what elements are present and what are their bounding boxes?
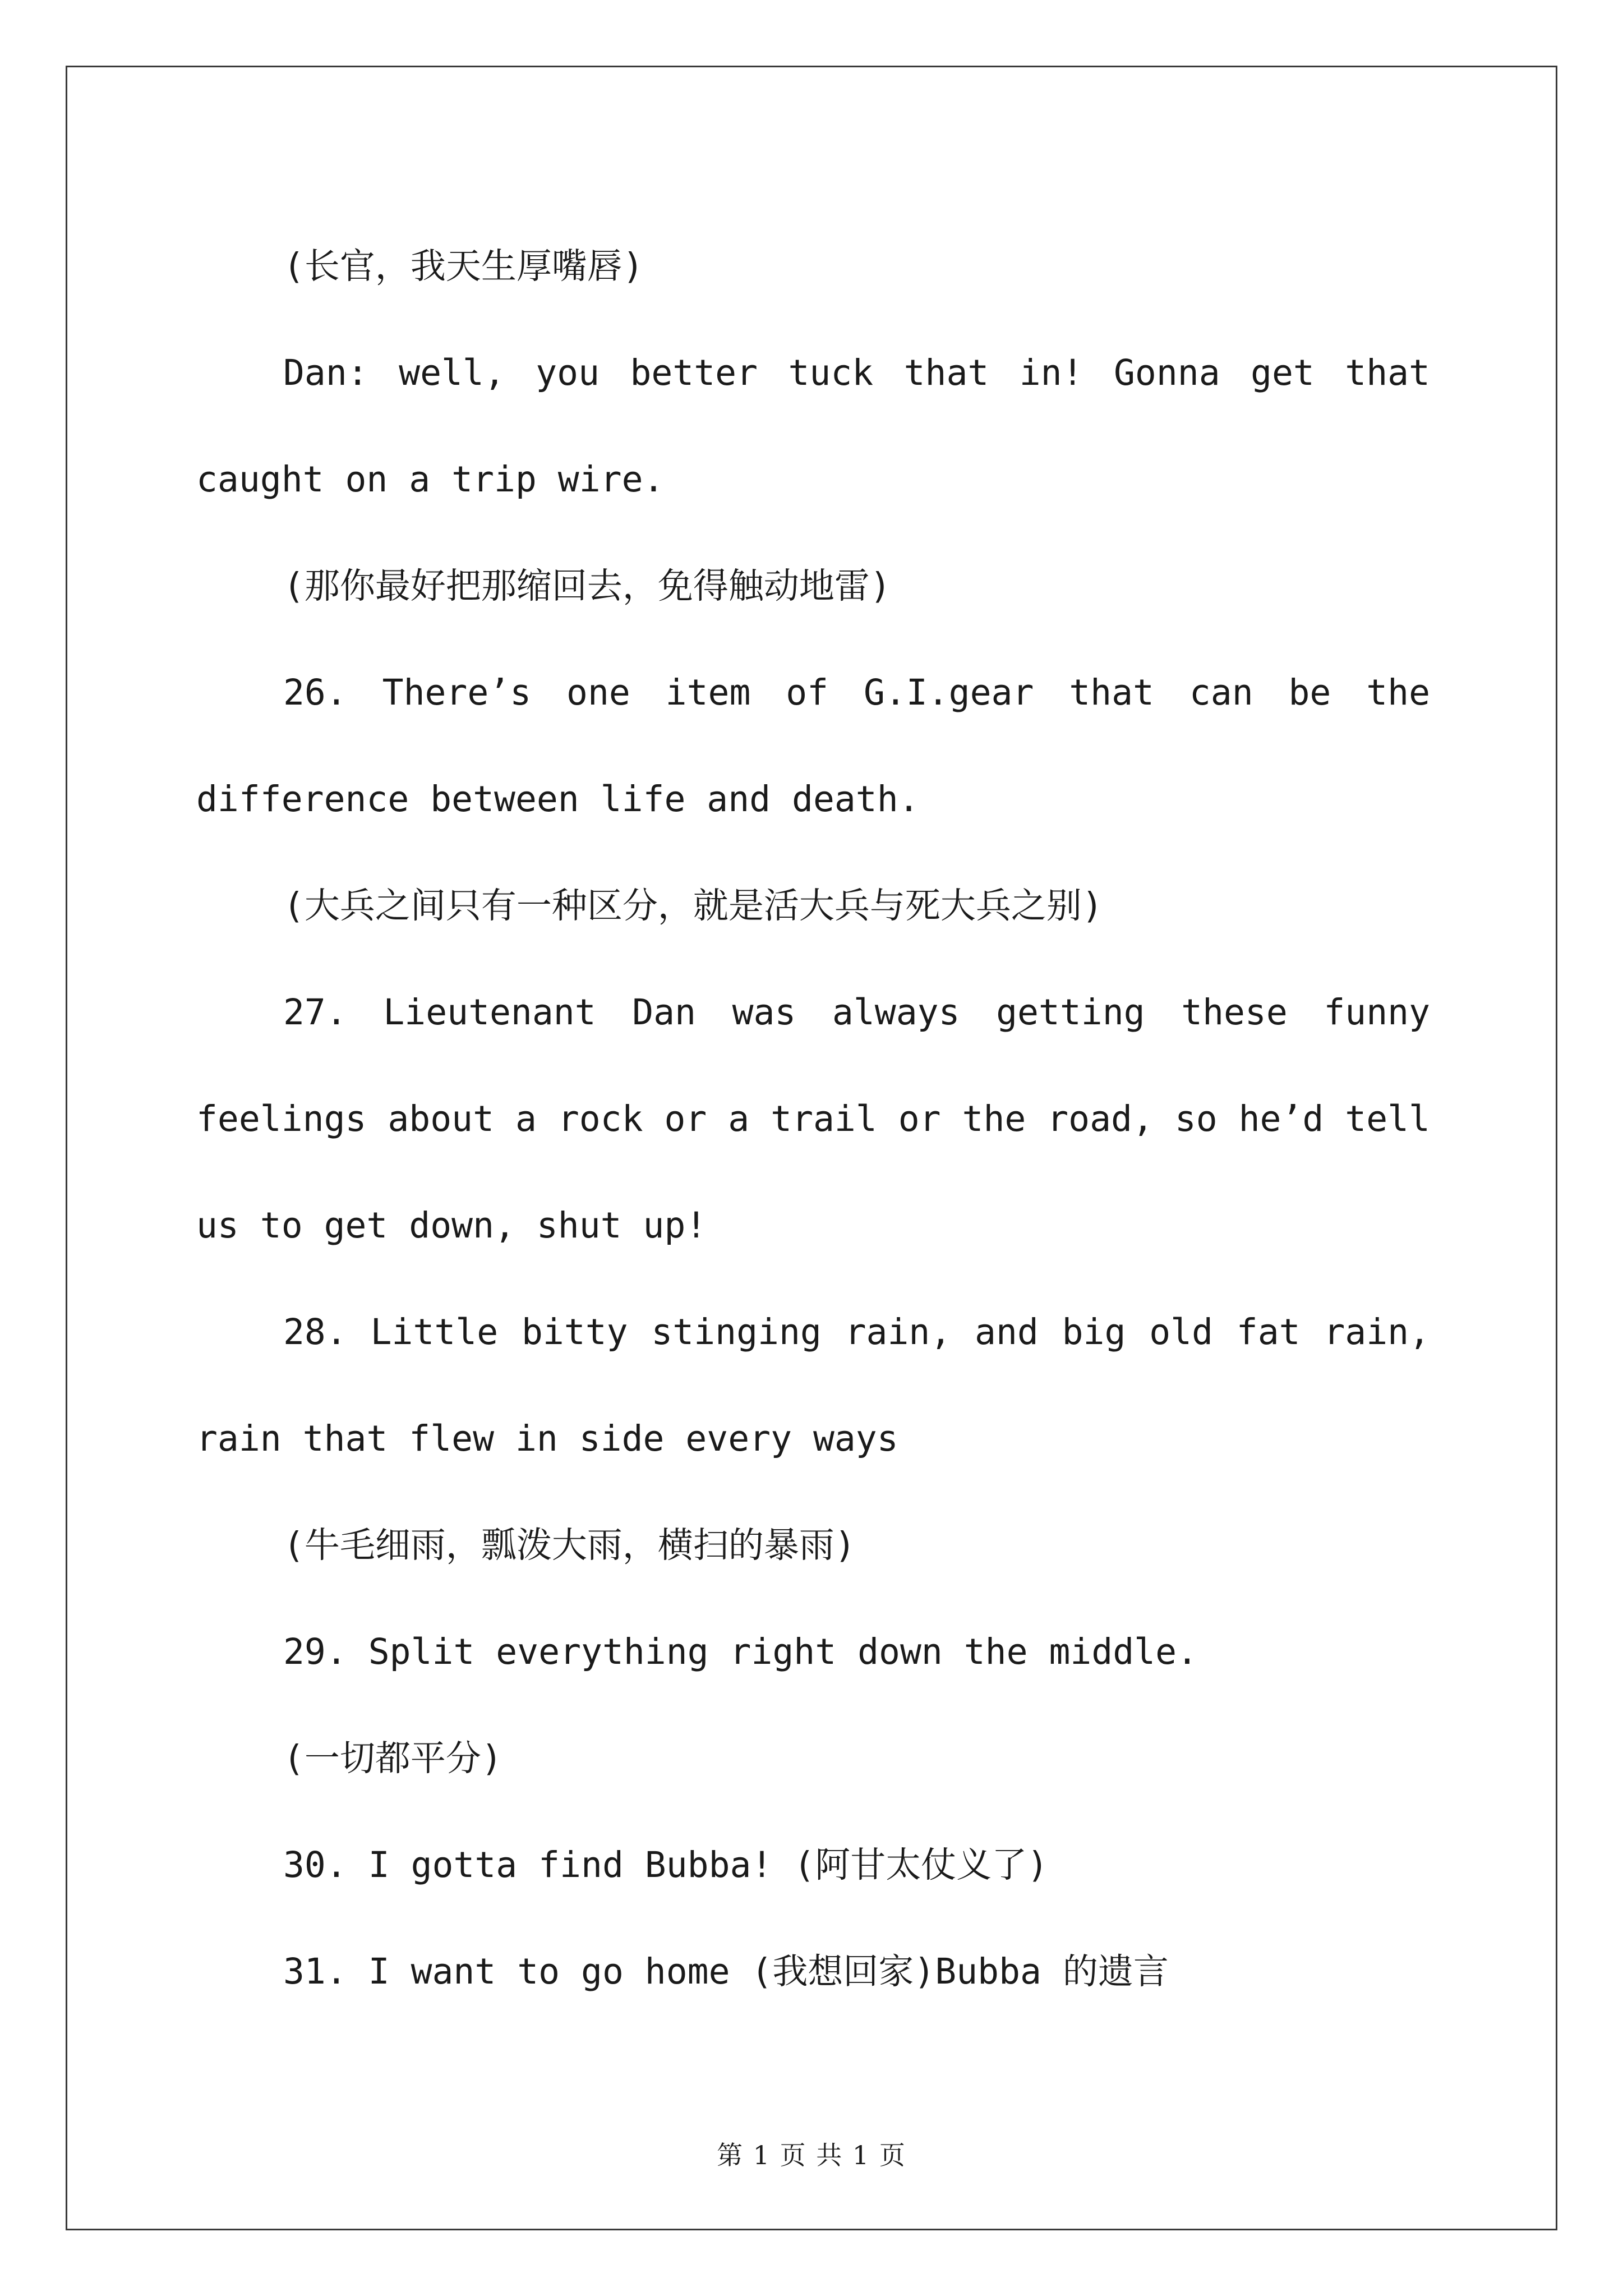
- paragraph-dialogue: Dan: well, you better tuck that in! Gonna get that caught on a trip wire.: [196, 352, 1430, 500]
- paragraph-quote-26: 26. There’s one item of G.I.gear that can be the difference between life and death.: [196, 672, 1430, 820]
- paragraph-translation: (长官，我天生厚嘴唇): [283, 246, 644, 287]
- document-body: [196, 213, 1430, 2025]
- page-footer: 第 1 页 共 1 页: [717, 2140, 906, 2170]
- paragraph-quote-31: 31. I want to go home (我想回家)Bubba 的遗言: [283, 1951, 1169, 1992]
- paragraph-quote-28: 28. Little bitty stinging rain, and big old fat rain, rain that flew in side every ways: [196, 1312, 1430, 1459]
- paragraph-translation: (一切都平分): [283, 1738, 502, 1779]
- paragraph-translation: (大兵之间只有一种区分，就是活大兵与死大兵之别): [283, 885, 1103, 926]
- paragraph-translation: (牛毛细雨，瓢泼大雨，横扫的暴雨): [283, 1525, 856, 1566]
- paragraph-quote-30: 30. I gotta find Bubba! (阿甘太仗义了): [283, 1844, 1049, 1885]
- paragraph-quote-27: 27. Lieutenant Dan was always getting these funny feelings about a rock or a trail or the road, so he’d tell us to get down, shut up!: [196, 992, 1430, 1246]
- paragraph-translation: (那你最好把那缩回去，免得触动地雷): [283, 565, 891, 606]
- paragraph-quote-29: 29. Split everything right down the middle.: [283, 1631, 1198, 1672]
